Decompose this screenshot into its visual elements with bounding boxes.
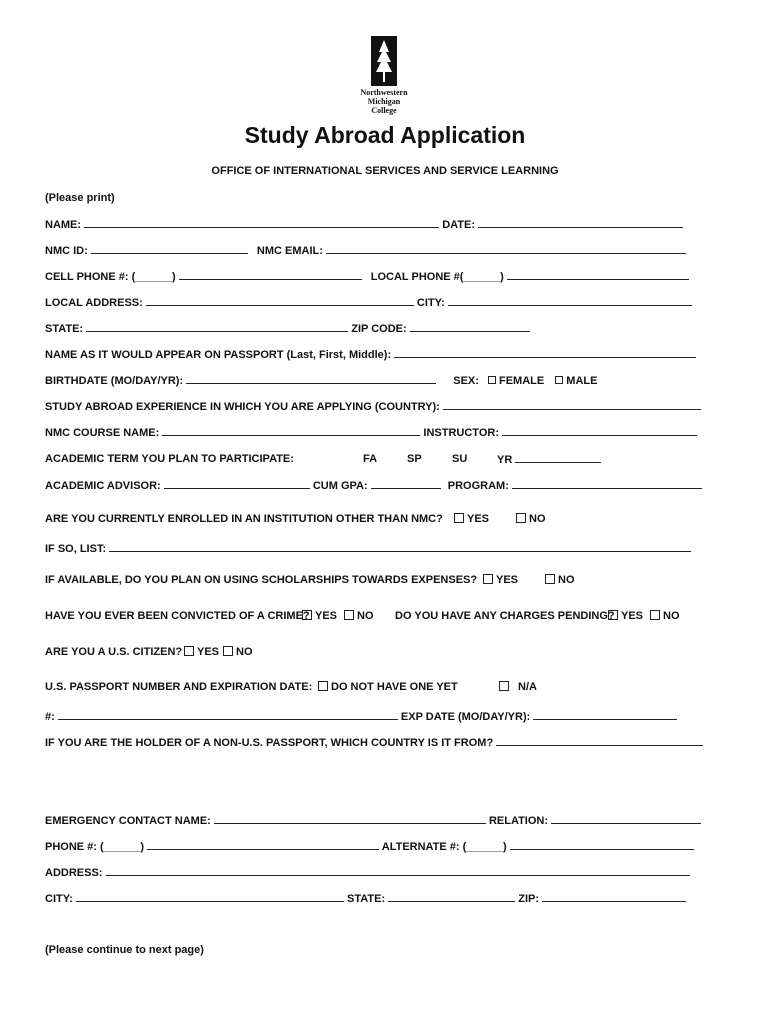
phone-row (45, 270, 689, 283)
logo-name (353, 88, 415, 115)
nmc-id-field[interactable] (91, 244, 248, 254)
date-field[interactable] (478, 218, 683, 228)
emergency-address-label: ADDRESS: (45, 867, 103, 879)
charges-yes-label: YES (621, 610, 644, 622)
passport-name-label: NAME AS IT WOULD APPEAR ON PASSPORT (Last, First, Middle): (45, 349, 392, 361)
if-so-label: IF SO, LIST: (45, 543, 107, 555)
enrolled-yes-checkbox[interactable] (454, 513, 464, 523)
scholarships-yes-label: YES (496, 574, 519, 586)
state-field[interactable] (86, 322, 348, 332)
experience-field[interactable] (443, 400, 701, 410)
non-us-label: IF YOU ARE THE HOLDER OF A NON-U.S. PASSPORT, WHICH COUNTRY IS IT FROM? (45, 737, 494, 749)
course-label: NMC COURSE NAME: (45, 427, 160, 439)
exp-date-field[interactable] (533, 710, 677, 720)
logo-line-1: Northwestern (360, 88, 408, 97)
citizen-yes-label: YES (197, 646, 220, 658)
nmc-id-label: NMC ID: (45, 245, 88, 257)
yr-label: YR (497, 454, 513, 466)
page-title: Study Abroad Application (244, 122, 526, 148)
male-option[interactable] (555, 375, 597, 387)
advisor-field[interactable] (164, 479, 310, 489)
emergency-state-label: STATE: (347, 893, 386, 905)
program-label: PROGRAM: (447, 480, 509, 492)
female-checkbox[interactable] (488, 376, 496, 384)
emergency-phone-field[interactable] (147, 840, 379, 850)
emergency-city-row (45, 892, 686, 905)
na-checkbox[interactable] (499, 681, 509, 691)
exp-date-label: EXP DATE (MO/DAY/YR): (400, 711, 531, 723)
charges-yes-checkbox[interactable] (608, 610, 618, 620)
passport-name-field[interactable] (394, 348, 696, 358)
citizen-no-label: NO (236, 646, 253, 658)
female-label: FEMALE (498, 375, 545, 387)
state-label: STATE: (45, 323, 84, 335)
emergency-address-field[interactable] (106, 866, 690, 876)
charges-no-checkbox[interactable] (650, 610, 660, 620)
gpa-label: CUM GPA: (312, 480, 368, 492)
crime-no-checkbox[interactable] (344, 610, 354, 620)
crime-yes-option[interactable] (302, 610, 337, 622)
relation-field[interactable] (551, 814, 701, 824)
local-phone-field[interactable] (507, 270, 689, 280)
please-print-note: (Please print) (45, 192, 115, 204)
passport-number-field[interactable] (58, 710, 398, 720)
passport-number-label: #: (45, 711, 55, 723)
logo-line-2: Michigan (367, 97, 401, 106)
advisor-label: ACADEMIC ADVISOR: (45, 480, 161, 492)
citizen-no-option[interactable] (223, 646, 253, 658)
crime-no-option[interactable] (344, 610, 374, 622)
enrolled-yes-option[interactable] (454, 513, 489, 525)
female-option[interactable] (488, 375, 544, 387)
scholarships-no-checkbox[interactable] (545, 574, 555, 584)
enrolled-no-checkbox[interactable] (516, 513, 526, 523)
advisor-row (45, 479, 702, 492)
birthdate-label: BIRTHDATE (MO/DAY/YR): (45, 375, 184, 387)
course-row (45, 426, 697, 439)
citizen-question: ARE YOU A U.S. CITIZEN? (45, 646, 183, 658)
emergency-contact-label: EMERGENCY CONTACT NAME: (45, 815, 211, 827)
term-yr (497, 453, 601, 466)
male-checkbox[interactable] (555, 376, 563, 384)
office-subtitle: OFFICE OF INTERNATIONAL SERVICES AND SERVICE LEARNING (211, 165, 559, 177)
crime-yes-label: YES (315, 610, 338, 622)
yr-field[interactable] (515, 453, 601, 463)
nmc-email-label: NMC EMAIL: (256, 245, 323, 257)
non-us-row (45, 736, 703, 749)
nmc-email-field[interactable] (326, 244, 686, 254)
charges-no-label: NO (663, 610, 680, 622)
emergency-zip-field[interactable] (542, 892, 686, 902)
male-label: MALE (566, 375, 598, 387)
logo-line-3: College (371, 106, 397, 115)
enrolled-no-option[interactable] (516, 513, 546, 525)
alternate-field[interactable] (510, 840, 694, 850)
emergency-phone-label: PHONE #: (______) (45, 841, 145, 853)
no-passport-checkbox[interactable] (318, 681, 328, 691)
zip-field[interactable] (410, 322, 530, 332)
emergency-city-field[interactable] (76, 892, 344, 902)
enrolled-yes-label: YES (467, 513, 490, 525)
term-label: ACADEMIC TERM YOU PLAN TO PARTICIPATE: (45, 453, 294, 465)
emergency-city-label: CITY: (45, 893, 73, 905)
if-so-field[interactable] (109, 542, 691, 552)
city-label: CITY: (416, 297, 445, 309)
emergency-contact-row (45, 814, 701, 827)
if-so-row (45, 542, 691, 555)
charges-question: DO YOU HAVE ANY CHARGES PENDING? (395, 610, 615, 622)
date-label: DATE: (442, 219, 475, 231)
emergency-address-row (45, 866, 690, 879)
term-fa[interactable]: FA (363, 453, 378, 465)
na-label: N/A (518, 681, 537, 693)
non-us-field[interactable] (496, 736, 703, 746)
scholarships-yes-option[interactable] (483, 574, 518, 586)
tree-logo-icon (371, 36, 397, 86)
program-field[interactable] (512, 479, 702, 489)
name-label: NAME: (45, 219, 82, 231)
birthdate-row (45, 374, 597, 387)
enrolled-question: ARE YOU CURRENTLY ENROLLED IN AN INSTITUTION OTHER THAN NMC? (45, 513, 443, 525)
emergency-zip-label: ZIP: (518, 893, 540, 905)
id-row (45, 244, 686, 257)
scholarships-question: IF AVAILABLE, DO YOU PLAN ON USING SCHOLARSHIPS TOWARDS EXPENSES? (45, 574, 478, 586)
charges-no-option[interactable] (650, 610, 680, 622)
name-row (45, 218, 683, 231)
instructor-field[interactable] (502, 426, 697, 436)
address-row (45, 296, 692, 309)
local-phone-label: LOCAL PHONE #(______) (370, 271, 504, 283)
emergency-state-field[interactable] (388, 892, 515, 902)
passport-question: U.S. PASSPORT NUMBER AND EXPIRATION DATE: (45, 681, 313, 693)
passport-number-row (45, 710, 677, 723)
scholarships-no-option[interactable] (545, 574, 575, 586)
zip-label: ZIP CODE: (351, 323, 407, 335)
gpa-field[interactable] (371, 479, 441, 489)
city-field[interactable] (448, 296, 692, 306)
passport-name-row (45, 348, 696, 361)
local-address-label: LOCAL ADDRESS: (45, 297, 143, 309)
emergency-contact-field[interactable] (214, 814, 486, 824)
crime-no-label: NO (357, 610, 374, 622)
relation-label: RELATION: (488, 815, 549, 827)
sex-label: SEX: (453, 375, 479, 387)
name-field[interactable] (84, 218, 439, 228)
birthdate-field[interactable] (186, 374, 436, 384)
na-option[interactable] (499, 681, 537, 693)
no-passport-option[interactable] (318, 681, 458, 693)
cell-phone-field[interactable] (179, 270, 362, 280)
citizen-no-checkbox[interactable] (223, 646, 233, 656)
scholarships-no-label: NO (558, 574, 575, 586)
scholarships-yes-checkbox[interactable] (483, 574, 493, 584)
term-su[interactable]: SU (452, 453, 468, 465)
continue-note: (Please continue to next page) (45, 944, 204, 956)
crime-yes-checkbox[interactable] (302, 610, 312, 620)
citizen-yes-option[interactable] (184, 646, 219, 658)
alternate-label: ALTERNATE #: (______) (381, 841, 507, 853)
term-row (45, 453, 294, 465)
course-field[interactable] (162, 426, 420, 436)
instructor-label: INSTRUCTOR: (423, 427, 499, 439)
no-passport-label: DO NOT HAVE ONE YET (331, 681, 458, 693)
crime-question: HAVE YOU EVER BEEN CONVICTED OF A CRIME? (45, 610, 310, 622)
term-sp[interactable]: SP (407, 453, 422, 465)
state-row (45, 322, 530, 335)
experience-row (45, 400, 701, 413)
experience-label: STUDY ABROAD EXPERIENCE IN WHICH YOU ARE APPLYING (COUNTRY): (45, 401, 440, 413)
cell-phone-label: CELL PHONE #: (______) (45, 271, 176, 283)
charges-yes-option[interactable] (608, 610, 643, 622)
citizen-yes-checkbox[interactable] (184, 646, 194, 656)
local-address-field[interactable] (146, 296, 414, 306)
enrolled-no-label: NO (529, 513, 546, 525)
emergency-phone-row (45, 840, 694, 853)
college-logo (353, 36, 415, 115)
